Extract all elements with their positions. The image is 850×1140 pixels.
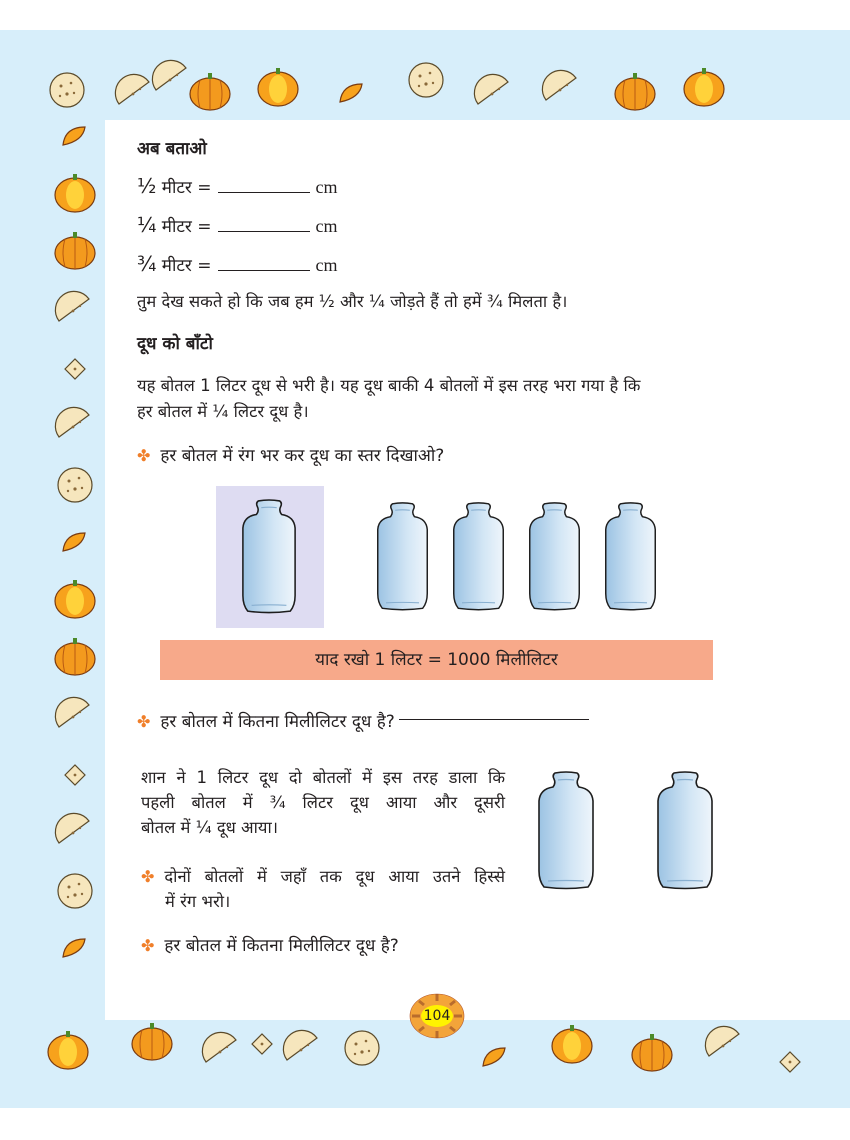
pumpkin-half-icon: [46, 1030, 90, 1076]
pumpkin-half-icon: [682, 67, 726, 113]
roti-icon: [404, 58, 448, 104]
bullet-icon: ✤: [137, 712, 151, 731]
fraction-row: [137, 213, 338, 237]
question-text: हर बोतल में कितना मिलीलिटर दूध है?: [164, 936, 399, 956]
roti-icon: [53, 463, 97, 509]
question-4: [141, 933, 399, 956]
answer-line[interactable]: [399, 709, 589, 720]
empty-bottle[interactable]: [375, 497, 430, 621]
bottle-one-quarter[interactable]: [655, 764, 715, 902]
fraction-row: [137, 174, 338, 198]
unit: cm: [315, 255, 338, 275]
conclusion-text: तुम देख सकते हो कि जब हम ½ और ¼ जोड़ते हैं तो हमें ¾ मिलता है।: [137, 292, 568, 311]
bullet-icon: ✤: [141, 867, 155, 886]
mango-slice-icon: [53, 521, 97, 567]
row-label: मीटर =: [161, 256, 212, 276]
empty-bottle[interactable]: [603, 497, 658, 621]
question-text: में रंग भरो।: [165, 892, 231, 911]
roti-slice-icon: [200, 1030, 244, 1076]
fraction-row: [137, 252, 338, 276]
answer-blank[interactable]: [218, 178, 310, 193]
question-text: दोनों बोतलों में जहाँ तक दूध आया उतने हिस्से: [164, 867, 505, 886]
mango-slice-icon: [473, 1036, 517, 1082]
mango-slice-icon: [53, 927, 97, 973]
unit: cm: [315, 216, 338, 236]
empty-bottle[interactable]: [451, 497, 506, 621]
roti-icon: [45, 68, 89, 114]
pumpkin-half-icon: [53, 173, 97, 219]
bottle-three-quarter[interactable]: [536, 764, 596, 902]
answer-blank[interactable]: [218, 256, 310, 271]
empty-bottle[interactable]: [527, 497, 582, 621]
pumpkin-half-icon: [256, 67, 300, 113]
roti-piece-icon: [768, 1040, 812, 1086]
fraction: ¼: [137, 213, 157, 237]
pumpkin-icon: [613, 72, 657, 118]
paragraph-line: शान ने 1 लिटर दूध दो बोतलों में इस तरह डाला कि: [141, 768, 505, 787]
pumpkin-half-icon: [53, 579, 97, 625]
roti-slice-icon: [540, 68, 584, 114]
section-title-doodh-ko-baanto: दूध को बाँटो: [137, 334, 213, 354]
roti-slice-icon: [703, 1024, 747, 1070]
question-text: हर बोतल में कितना मिलीलिटर दूध है?: [160, 712, 395, 732]
question-text: हर बोतल में रंग भर कर दूध का स्तर दिखाओ?: [160, 446, 445, 466]
section-title-ab-batao: अब बताओ: [137, 139, 207, 159]
roti-slice-icon: [281, 1028, 325, 1074]
bullet-icon: ✤: [137, 446, 151, 465]
shan-paragraph: [141, 765, 505, 840]
roti-slice-icon: [53, 289, 97, 335]
fraction: ¾: [137, 252, 157, 276]
mango-slice-icon: [330, 72, 374, 118]
row-label: मीटर =: [161, 178, 212, 198]
full-bottle[interactable]: [240, 497, 298, 621]
pumpkin-icon: [130, 1022, 174, 1068]
unit: cm: [315, 177, 338, 197]
pumpkin-half-icon: [550, 1024, 594, 1070]
paragraph-line: पहली बोतल में ¾ लिटर दूध आया और दूसरी: [141, 793, 505, 812]
page-number-badge: [409, 993, 465, 1039]
pumpkin-icon: [630, 1033, 674, 1079]
roti-piece-icon: [53, 753, 97, 799]
intro-line: हर बोतल में ¼ लिटर दूध है।: [137, 402, 309, 421]
roti-icon: [53, 869, 97, 915]
question-3: [141, 864, 505, 914]
roti-slice-icon: [53, 405, 97, 451]
remember-box: याद रखो 1 लिटर = 1000 मिलीलिटर: [160, 640, 713, 680]
pumpkin-icon: [188, 72, 232, 118]
row-label: मीटर =: [161, 217, 212, 237]
pumpkin-icon: [53, 231, 97, 277]
roti-piece-icon: [240, 1022, 284, 1068]
bullet-icon: ✤: [141, 936, 155, 955]
paragraph-line: बोतल में ¼ दूध आया।: [141, 818, 278, 837]
roti-slice-icon: [472, 72, 516, 118]
fraction: ½: [137, 174, 157, 198]
roti-icon: [340, 1026, 384, 1072]
roti-slice-icon: [53, 811, 97, 857]
question-2: [137, 709, 589, 732]
intro-line: यह बोतल 1 लिटर दूध से भरी है। यह दूध बाकी 4 बोतलों में इस तरह भरा गया है कि: [137, 376, 641, 395]
roti-slice-icon: [53, 695, 97, 741]
mango-slice-icon: [53, 115, 97, 161]
roti-piece-icon: [53, 347, 97, 393]
page-number: 104: [423, 1008, 451, 1024]
question-1: [137, 443, 444, 466]
pumpkin-icon: [53, 637, 97, 683]
answer-blank[interactable]: [218, 217, 310, 232]
